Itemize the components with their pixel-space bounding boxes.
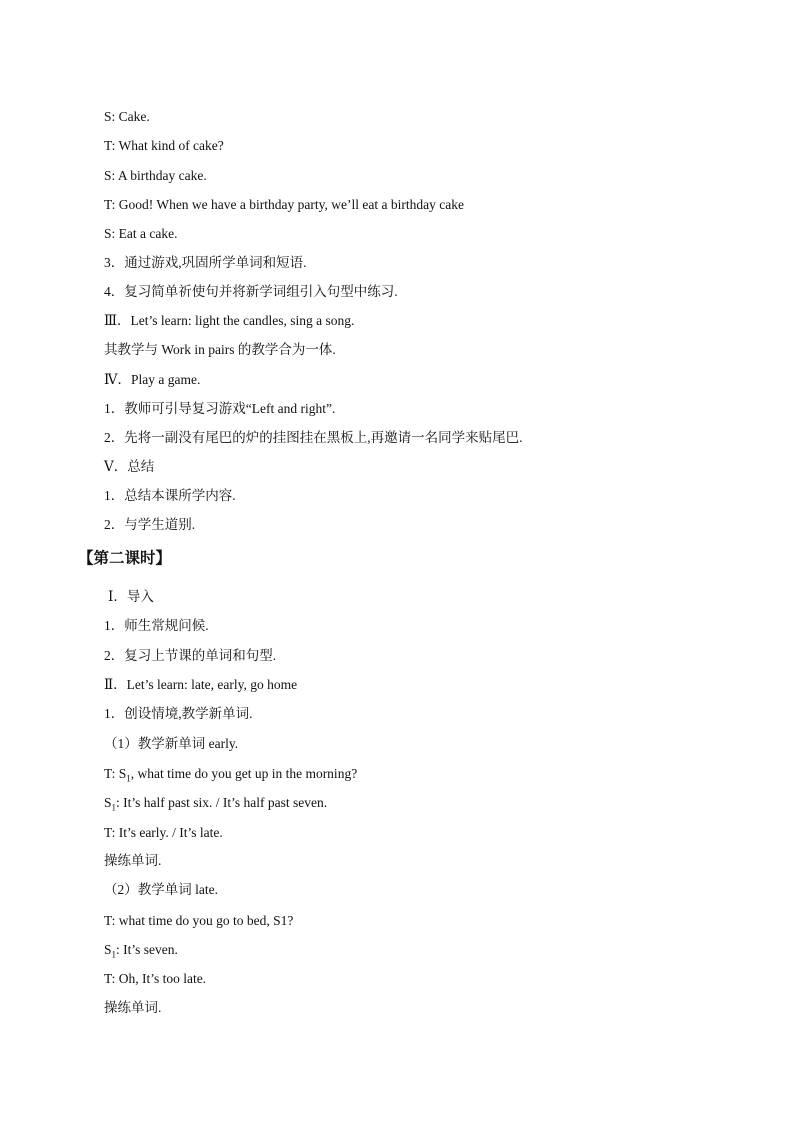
text-line: 2．与学生道别. xyxy=(104,517,196,532)
text-line: T: What kind of cake? xyxy=(104,138,224,153)
text-line: Ⅴ．总结 xyxy=(104,459,155,474)
subscript: 1 xyxy=(111,949,117,960)
dialog-line xyxy=(104,765,357,783)
dialog-line: T: what time do you go to bed, S1? xyxy=(104,913,294,928)
text-span: , what time do you get up in the morning? xyxy=(130,766,358,781)
text-line: S: A birthday cake. xyxy=(104,168,207,183)
text-line: 操练单词. xyxy=(104,853,162,868)
text-line: 2．先将一副没有尾巴的炉的挂图挂在黑板上,再邀请一名同学来贴尾巴. xyxy=(104,430,523,445)
dialog-line: T: It’s early. / It’s late. xyxy=(104,825,223,840)
text-span: : It’s seven. xyxy=(116,942,178,957)
text-line: 1．师生常规问候. xyxy=(104,618,209,633)
text-span: T: S xyxy=(104,766,127,781)
text-line: 1．教师可引导复习游戏“Left and right”. xyxy=(104,401,336,416)
text-line: 4．复习简单祈使句并将新学词组引入句型中练习. xyxy=(104,284,398,299)
subscript: 1 xyxy=(111,802,117,813)
text-line: Ⅰ．导入 xyxy=(108,589,154,604)
dialog-line xyxy=(104,794,327,812)
text-line: Ⅲ．Let’s learn: light the candles, sing a song. xyxy=(104,313,355,328)
text-span: S xyxy=(104,942,112,957)
text-line: T: Good! When we have a birthday party, we’ll eat a birthday cake xyxy=(104,197,464,212)
subscript: 1 xyxy=(126,773,131,784)
text-line: 1．创设情境,教学新单词. xyxy=(104,706,253,721)
text-line: （1）教学新单词 early. xyxy=(104,736,239,751)
text-span: S xyxy=(104,795,112,810)
text-line: 1．总结本课所学内容. xyxy=(104,488,236,503)
text-line: S: Eat a cake. xyxy=(104,226,178,241)
dialog-line xyxy=(104,941,178,959)
section-heading: 【第二课时】 xyxy=(78,549,172,567)
text-line: 3．通过游戏,巩固所学单词和短语. xyxy=(104,255,307,270)
dialog-line: T: Oh, It’s too late. xyxy=(104,971,207,986)
text-line: （2）教学单词 late. xyxy=(104,882,218,897)
text-line: 其教学与 Work in pairs 的教学合为一体. xyxy=(104,342,336,357)
text-line: Ⅱ．Let’s learn: late, early, go home xyxy=(104,677,298,692)
text-line: Ⅳ．Play a game. xyxy=(104,372,201,387)
text-line: S: Cake. xyxy=(104,109,150,124)
text-line: 操练单词. xyxy=(104,1000,162,1015)
text-line: 2．复习上节课的单词和句型. xyxy=(104,648,277,663)
text-span: : It’s half past six. / It’s half past seven. xyxy=(116,795,328,810)
